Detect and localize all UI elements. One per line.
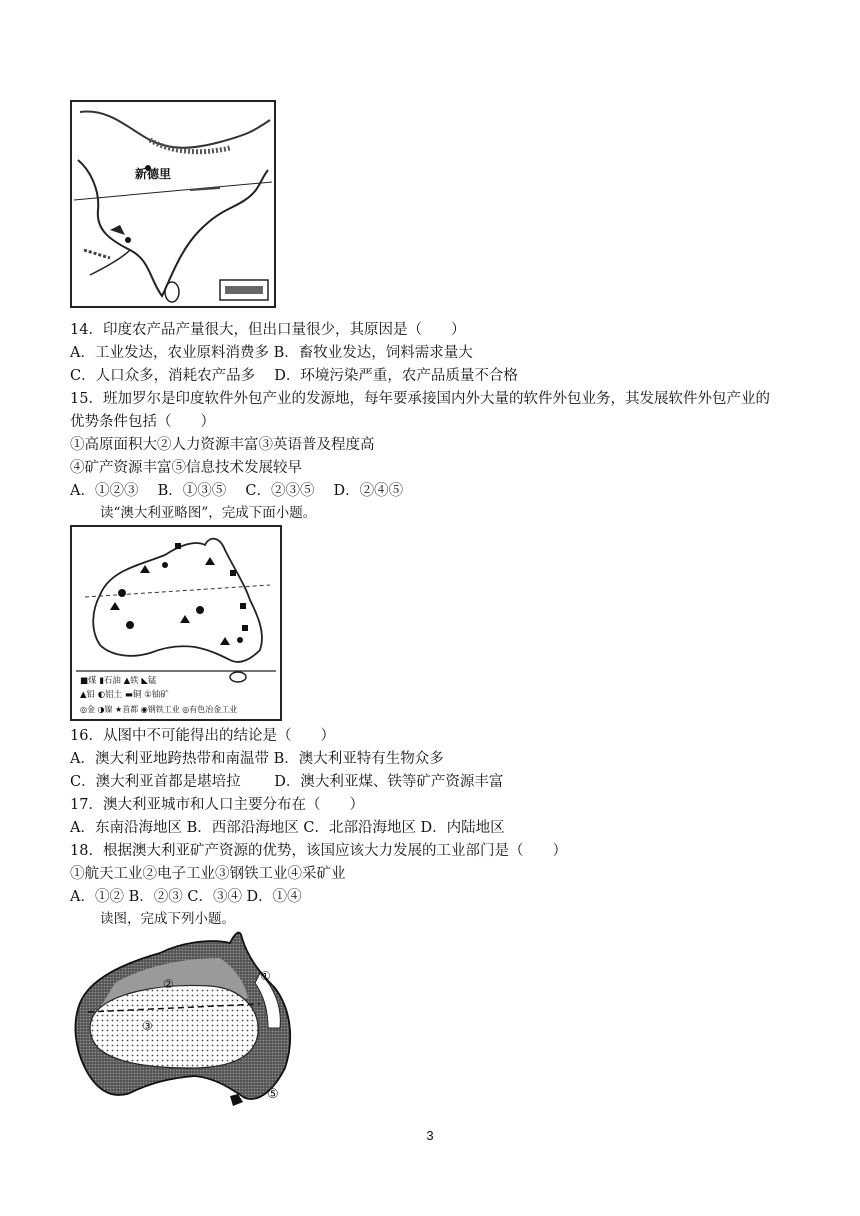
india-map-figure <box>70 100 276 308</box>
new-delhi-label: 新德里 <box>135 167 172 181</box>
q18-options: A．①② B．②③ C．③④ D．①④ <box>70 889 302 905</box>
figure-intro: 读图，完成下列小题。 <box>100 911 235 927</box>
q16-stem: 16．从图中不可能得出的结论是（ ） <box>70 728 335 744</box>
q16-options-cd: C．澳大利亚首都是堪培拉 D．澳大利亚煤、铁等矿产资源丰富 <box>70 774 504 790</box>
q15-stem-line2: 优势条件包括（ ） <box>70 414 215 430</box>
legend-row-2: ▲铅 ◐铝土 ▬铜 ①铀矿 <box>80 690 169 700</box>
q17-options: A．东南沿海地区 B．西部沿海地区 C．北部沿海地区 D．内陆地区 <box>70 820 505 836</box>
q15-options: A．①②③ B．①③⑤ C．②③⑤ D．②④⑤ <box>70 483 404 499</box>
australia-resource-map <box>70 525 282 721</box>
australia-intro: 读“澳大利亚略图”，完成下面小题。 <box>100 505 317 521</box>
region-label-5: ⑤ <box>267 1087 279 1102</box>
region-label-2: ② <box>163 977 174 991</box>
page-number: 3 <box>426 1128 434 1143</box>
region-map-drawing <box>70 928 300 1110</box>
q16-options-ab: A．澳大利亚地跨热带和南温带 B．澳大利亚特有生物众多 <box>70 751 444 767</box>
q15-items-1: ①高原面积大②人力资源丰富③英语普及程度高 <box>70 437 375 453</box>
australia-region-map <box>70 928 300 1110</box>
q14-stem: 14．印度农产品产量很大，但出口量很少，其原因是（ ） <box>70 322 466 338</box>
q15-stem-line1: 15．班加罗尔是印度软件外包产业的发源地，每年要承接国内外大量的软件外包业务，其发展软件外包产业的 <box>70 391 770 407</box>
q17-stem: 17．澳大利亚城市和人口主要分布在（ ） <box>70 797 364 813</box>
q15-items-2: ④矿产资源丰富⑤信息技术发展较早 <box>70 460 302 476</box>
india-map-drawing <box>70 100 276 308</box>
q14-options-cd: C．人口众多，消耗农产品多 D．环境污染严重，农产品质量不合格 <box>70 368 518 384</box>
region-label-1: ① <box>260 969 271 983</box>
legend-row-3: ◎金 ◑镍 ★首都 ◉钢铁工业 ◎有色冶金工业 <box>80 705 238 714</box>
q18-stem: 18．根据澳大利亚矿产资源的优势，该国应该大力发展的工业部门是（ ） <box>70 843 567 859</box>
q14-options-ab: A．工业发达，农业原料消费多 B．畜牧业发达，饲料需求量大 <box>70 345 473 361</box>
q18-items: ①航天工业②电子工业③钢铁工业④采矿业 <box>70 866 346 882</box>
legend-row-1: ■煤 ▮石油 ▲铁 ◣锰 <box>80 676 157 686</box>
region-label-3: ③ <box>142 1019 153 1033</box>
australia-map-drawing <box>70 525 282 721</box>
